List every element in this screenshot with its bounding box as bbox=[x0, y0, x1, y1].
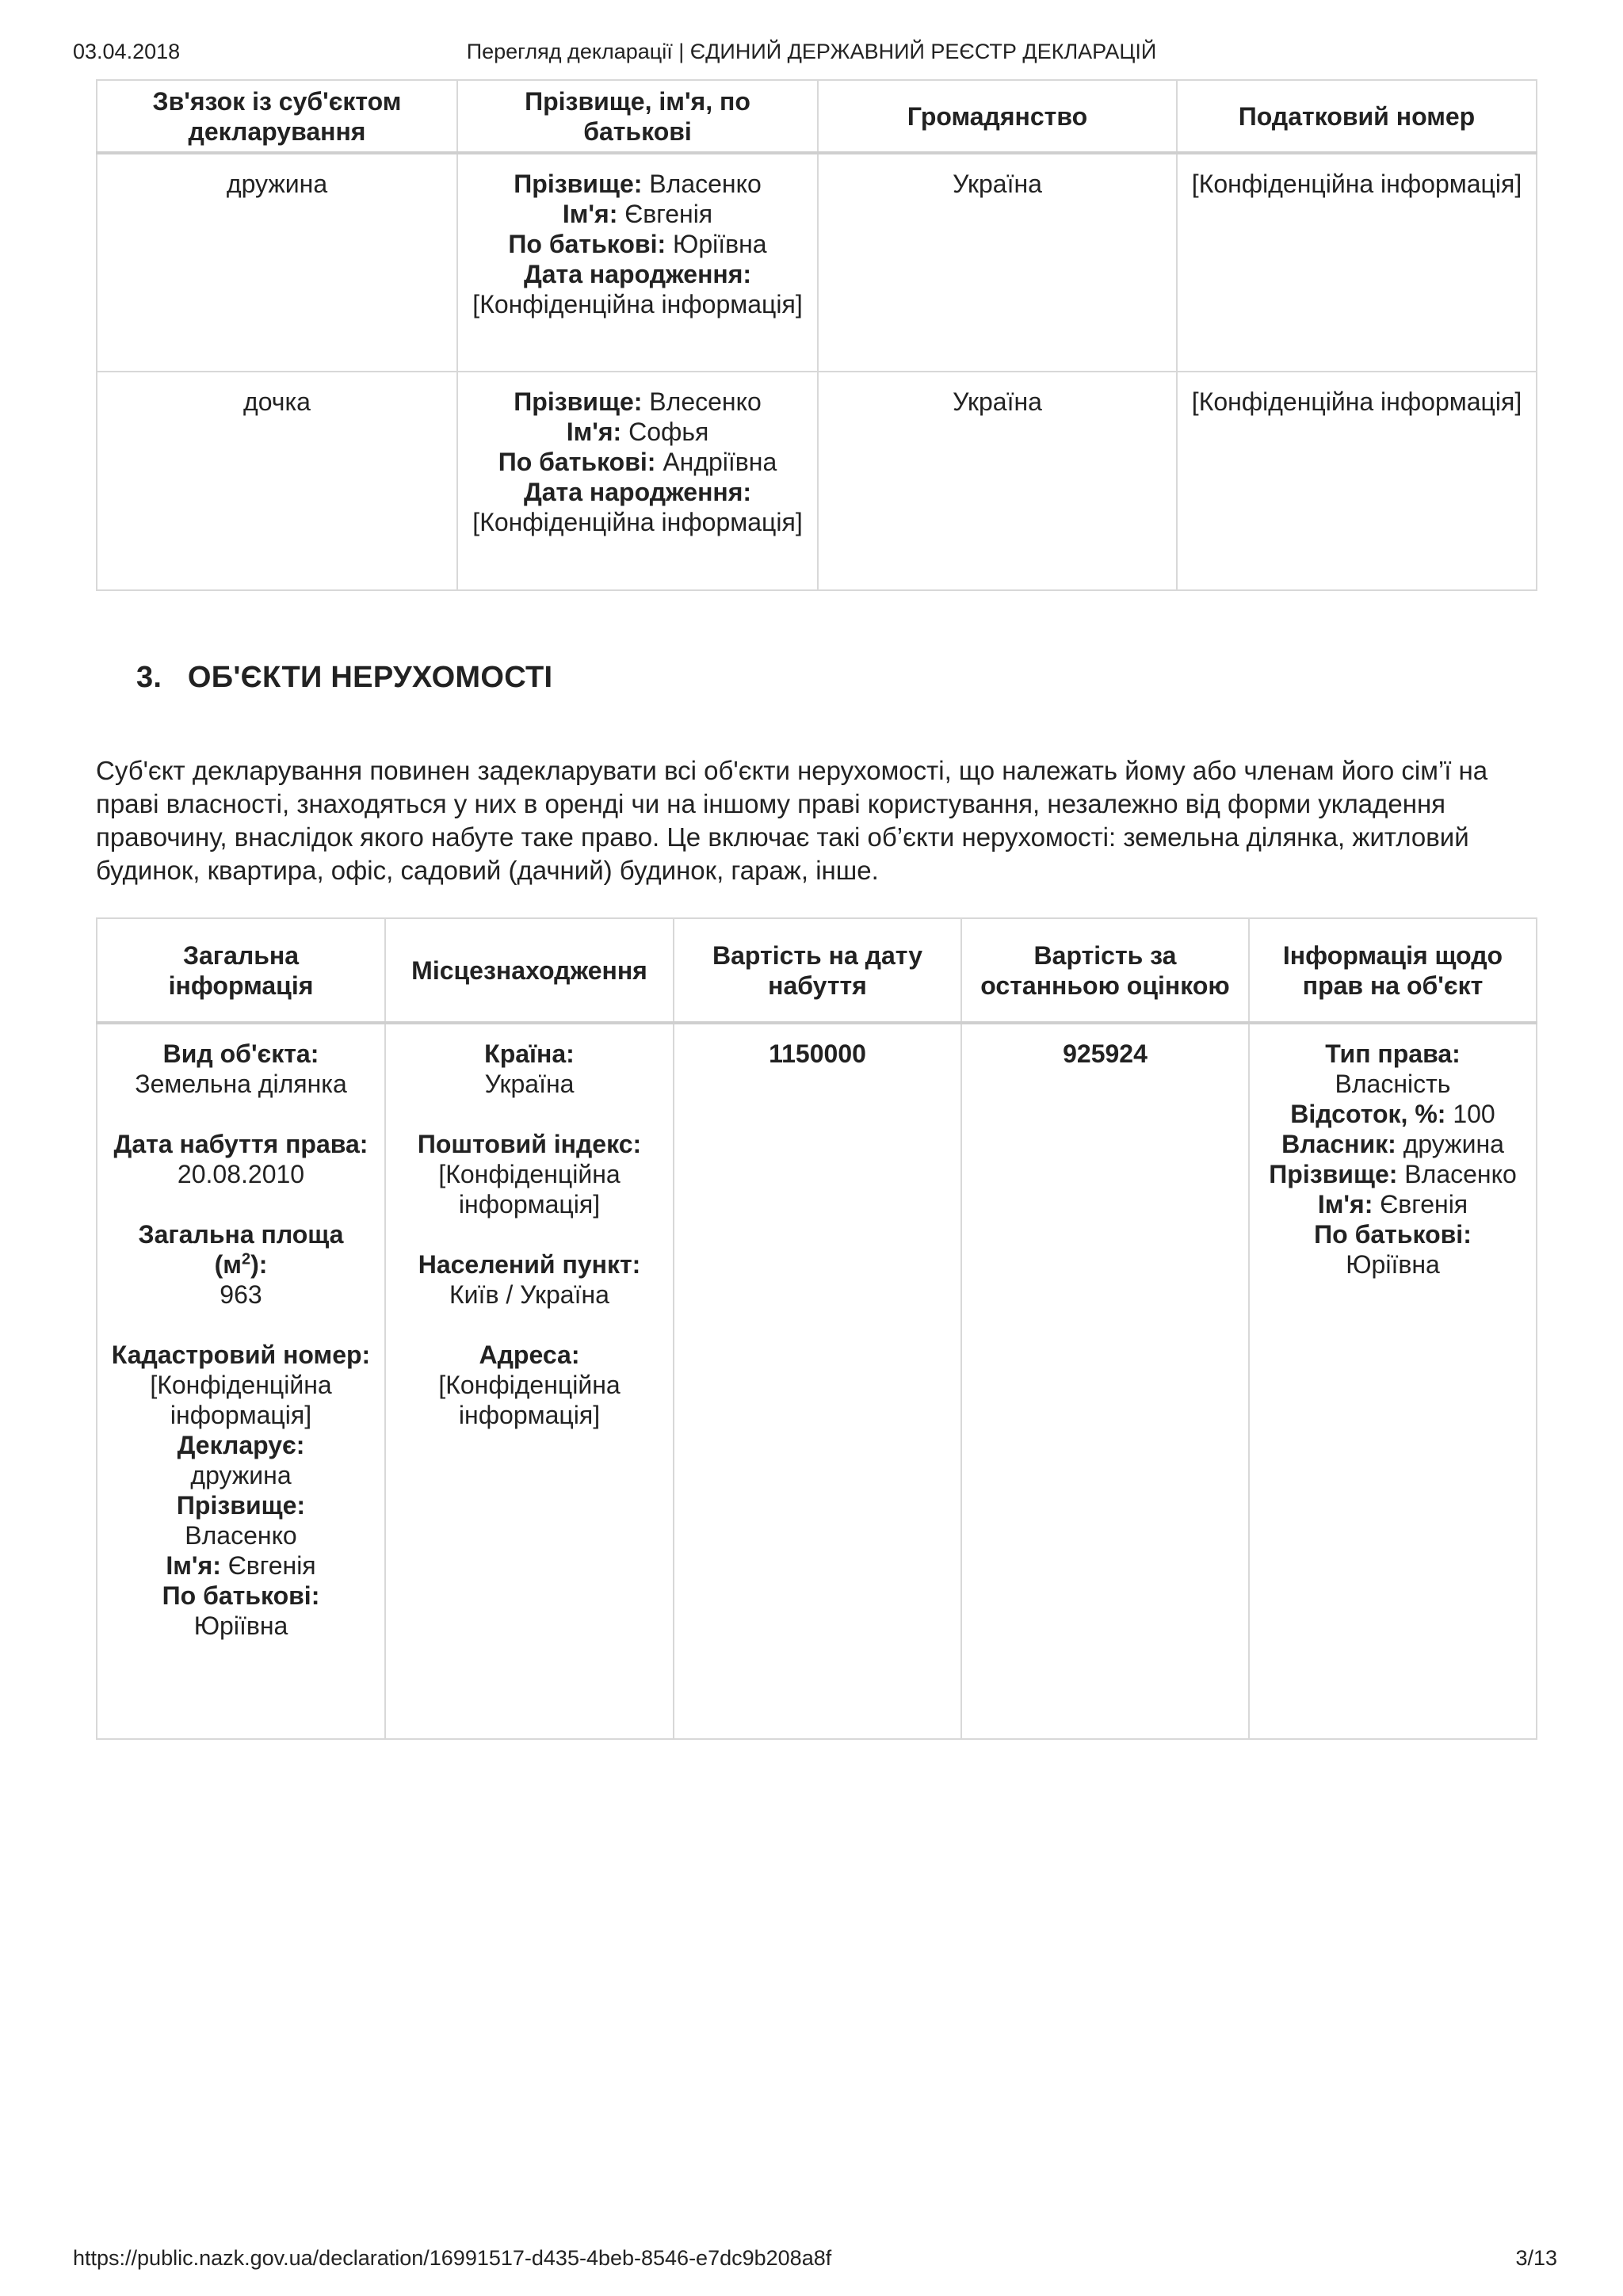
surname-label: Прізвище: bbox=[514, 387, 643, 416]
share-value: 100 bbox=[1453, 1100, 1495, 1128]
declarant-value: дружина bbox=[190, 1461, 292, 1489]
birth-date-value: [Конфіденційна інформація] bbox=[472, 290, 803, 318]
surname-value: Власенко bbox=[1404, 1160, 1517, 1188]
full-name-cell bbox=[457, 153, 818, 372]
table-row bbox=[97, 1023, 1537, 1739]
acquisition-date-label: Дата набуття права: bbox=[113, 1130, 369, 1158]
area-value: 963 bbox=[220, 1280, 262, 1309]
cadastral-value: [Конфіденційна інформація] bbox=[150, 1371, 332, 1429]
location-cell bbox=[385, 1023, 674, 1739]
column-header-citizenship: Громадянство bbox=[818, 80, 1177, 153]
declarant-label: Декларує: bbox=[177, 1431, 305, 1459]
rights-info-cell bbox=[1249, 1023, 1537, 1739]
realty-objects-table bbox=[96, 917, 1537, 1740]
family-members-table bbox=[96, 79, 1537, 591]
surname-value: Влесенко bbox=[649, 387, 762, 416]
realty-table-header bbox=[97, 918, 1537, 1023]
general-info-cell bbox=[97, 1023, 385, 1739]
address-label: Адреса: bbox=[479, 1341, 580, 1369]
country-label: Країна: bbox=[484, 1039, 575, 1068]
patronymic-label: По батькові: bbox=[1314, 1220, 1472, 1249]
acquisition-date-value: 20.08.2010 bbox=[177, 1160, 305, 1188]
cost-valuation-cell: 925924 bbox=[961, 1023, 1249, 1739]
surname-label: Прізвище: bbox=[1269, 1160, 1398, 1188]
column-header-cost-acquisition: Вартість на дату набуття bbox=[674, 918, 961, 1023]
name-label: Ім'я: bbox=[562, 200, 618, 228]
object-type-label: Вид об'єкта: bbox=[162, 1039, 319, 1068]
object-type-value: Земельна ділянка bbox=[135, 1070, 347, 1098]
surname-label: Прізвище: bbox=[176, 1491, 306, 1520]
patronymic-label: По батькові: bbox=[498, 448, 656, 476]
column-header-full-name: Прізвище, ім'я, по батькові bbox=[457, 80, 818, 153]
name-label: Ім'я: bbox=[566, 418, 622, 446]
postcode-value: [Конфіденційна інформація] bbox=[438, 1160, 621, 1219]
section-title: ОБ'ЄКТИ НЕРУХОМОСТІ bbox=[187, 661, 553, 694]
name-label: Ім'я: bbox=[166, 1551, 221, 1580]
birth-date-value: [Конфіденційна інформація] bbox=[472, 508, 803, 536]
right-type-label: Тип права: bbox=[1325, 1039, 1461, 1068]
table-row bbox=[97, 372, 1537, 590]
citizenship-cell: Україна bbox=[818, 372, 1177, 590]
family-table-header bbox=[97, 80, 1537, 153]
settlement-label: Населений пункт: bbox=[418, 1250, 641, 1279]
citizenship-cell: Україна bbox=[818, 153, 1177, 372]
surname-value: Власенко bbox=[649, 170, 762, 198]
page-number: 3/13 bbox=[1515, 2246, 1557, 2270]
column-header-cost-valuation: Вартість за останньою оцінкою bbox=[961, 918, 1249, 1023]
relation-cell: дружина bbox=[97, 153, 457, 372]
column-header-relation: Зв'язок із суб'єктом декларування bbox=[97, 80, 457, 153]
surname-label: Прізвище: bbox=[514, 170, 643, 198]
owner-label: Власник: bbox=[1281, 1130, 1396, 1158]
name-value: Євгенія bbox=[227, 1551, 316, 1580]
patronymic-value: Юріївна bbox=[1346, 1250, 1440, 1279]
column-header-location: Місцезнаходження bbox=[385, 918, 674, 1023]
full-name-cell bbox=[457, 372, 818, 590]
name-value: Євгенія bbox=[1380, 1190, 1468, 1219]
relation-cell: дочка bbox=[97, 372, 457, 590]
patronymic-value: Андріївна bbox=[663, 448, 777, 476]
print-date: 03.04.2018 bbox=[73, 40, 181, 63]
share-label: Відсоток, %: bbox=[1290, 1100, 1446, 1128]
patronymic-label: По батькові: bbox=[162, 1581, 320, 1610]
column-header-general-info: Загальна інформація bbox=[97, 918, 385, 1023]
cadastral-label: Кадастровий номер: bbox=[111, 1341, 371, 1369]
section-heading bbox=[136, 661, 552, 695]
tax-number-cell: [Конфіденційна інформація] bbox=[1177, 372, 1537, 590]
column-header-tax-number: Податковий номер bbox=[1177, 80, 1537, 153]
name-value: Софья bbox=[628, 418, 709, 446]
right-type-value: Власність bbox=[1335, 1070, 1451, 1098]
address-value: [Конфіденційна інформація] bbox=[438, 1371, 621, 1429]
patronymic-value: Юріївна bbox=[673, 230, 767, 258]
section-number: 3. bbox=[136, 661, 162, 694]
cost-acquisition-cell: 1150000 bbox=[674, 1023, 961, 1739]
postcode-label: Поштовий індекс: bbox=[417, 1130, 642, 1158]
patronymic-label: По батькові: bbox=[508, 230, 666, 258]
section-intro-paragraph: Суб'єкт декларування повинен задекларувати всі об'єкти нерухомості, що належать йому або членам його сім’ї на праві власності, знаходяться у них в оренді чи на іншому праві користування, незалежно від форми укладення правочину, внаслідок якого набуте таке право. Це включає такі об’єкти нерухомості: земельна ділянка, житловий будинок, квартира, офіс, садовий (дачний) будинок, гараж, інше. bbox=[96, 756, 1488, 885]
birth-date-label: Дата народження: bbox=[523, 260, 752, 288]
table-row bbox=[97, 153, 1537, 372]
name-value: Євгенія bbox=[624, 200, 713, 228]
area-label: Загальна площа $(м^2)$: bbox=[138, 1220, 344, 1279]
tax-number-cell: [Конфіденційна інформація] bbox=[1177, 153, 1537, 372]
patronymic-value: Юріївна bbox=[193, 1611, 288, 1640]
country-value: Україна bbox=[484, 1070, 575, 1098]
settlement-value: Київ / Україна bbox=[449, 1280, 609, 1309]
page-title: Перегляд декларації | ЄДИНИЙ ДЕРЖАВНИЙ РЕЄСТР ДЕКЛАРАЦІЙ bbox=[466, 40, 1157, 63]
surname-value: Власенко bbox=[185, 1521, 297, 1550]
owner-value: дружина bbox=[1403, 1130, 1504, 1158]
column-header-rights-info: Інформація щодо прав на об'єкт bbox=[1249, 918, 1537, 1023]
birth-date-label: Дата народження: bbox=[523, 478, 752, 506]
page-url: https://public.nazk.gov.ua/declaration/16991517-d435-4beb-8546-e7dc9b208a8f bbox=[73, 2246, 832, 2270]
name-label: Ім'я: bbox=[1317, 1190, 1373, 1219]
